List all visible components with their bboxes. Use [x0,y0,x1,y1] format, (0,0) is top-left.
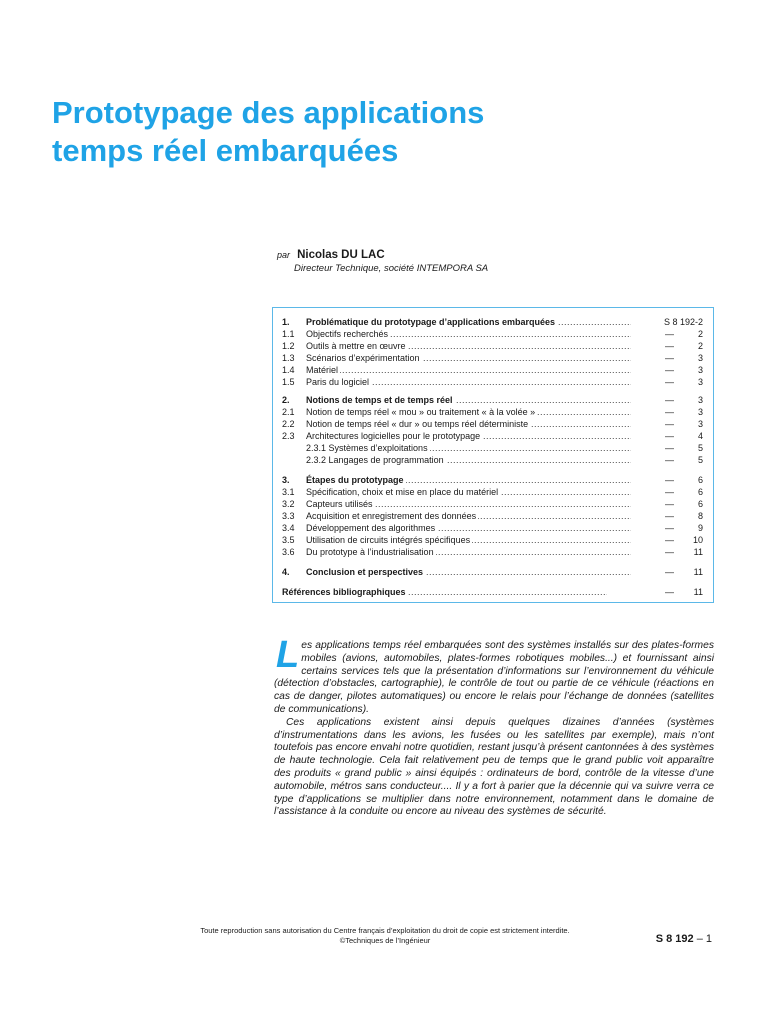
toc-entry-dash: — [665,535,674,545]
toc-entry-page: 5 [697,455,703,465]
toc-entry[interactable] [273,352,713,364]
toc-entry-label: Notions de temps et de temps réel [306,395,453,405]
toc-entry[interactable] [273,522,713,534]
toc-entry-label: Architectures logicielles pour le prototypage [306,431,481,441]
toc-entry-number: 4. [282,567,290,577]
toc-entry-page: 6 [697,487,703,497]
author-prefix: par [277,250,291,260]
toc-entry-page: 5 [697,443,703,453]
toc-entry-label: Problématique du prototypage d’applications embarquées [306,317,556,327]
toc-entry-dash: — [665,353,674,363]
toc-entry-number: 3.1 [282,487,295,497]
toc-entry[interactable] [273,586,713,598]
intro-paragraph-2: Ces applications existent ainsi depuis quelques dizaines d’années (systèmes d’instrumentations dans les avions, les fusées ou les satellites par exemple), mais n’ont toutefois pas encore envahi notre quotidien, restant jusqu’à présent cantonnées à des systèmes de haute technologie. Cela fait relativement peu de temps que le grand public voit apparaître des produits « grand public » ainsi équipés : ordinateurs de bord, contrôle de la vitesse d’une automobile, métros sans conducteur.... Il y a fort à parier que la décennie qui va suivre verra ce type d’applications se multiplier dans notre environnement, notamment dans le domaine de l’assistance à la conduite ou encore au niveau des systèmes de sécurité. [274,716,714,818]
toc-entry-label: Du prototype à l’industrialisation [306,547,434,557]
toc-entry[interactable] [273,316,713,328]
toc-entry-number: 3.3 [282,511,295,521]
toc-entry[interactable] [273,498,713,510]
toc-entry[interactable] [273,454,713,466]
toc-entry[interactable] [273,486,713,498]
toc-entry-number: 2.2 [282,419,295,429]
toc-entry-number: 1. [282,317,290,327]
toc-entry[interactable] [273,394,713,406]
toc-entry-label: Notion de temps réel « dur » ou temps réel déterministe [306,419,529,429]
toc-entry-label: Capteurs utilisés [306,499,373,509]
drop-cap: L [276,634,300,676]
toc-entry-label: Scénarios d’expérimentation [306,353,420,363]
toc-entry-label: Notion de temps réel « mou » ou traitement « à la volée » [306,407,536,417]
toc-entry[interactable] [273,328,713,340]
toc-entry-page: 9 [697,523,703,533]
page-reference [656,933,712,945]
toc-entry-number: 2. [282,395,290,405]
toc-entry[interactable] [273,474,713,486]
toc-entry-dash: — [665,443,674,453]
toc-entry[interactable] [273,442,713,454]
toc-entry-number: 1.2 [282,341,295,351]
toc-entry-number: 1.1 [282,329,295,339]
toc-entry-number: 1.5 [282,377,295,387]
toc-entry-page: 11 [693,547,703,557]
copyright-line-1: Toute reproduction sans autorisation du Centre français d’exploitation du droit de copie est strictement interdite. [200,926,570,935]
toc-entry-dash: — [665,587,674,597]
toc-entry-dash: — [665,475,674,485]
toc-entry[interactable] [273,534,713,546]
toc-entry-page: 6 [697,475,703,485]
page-number: – 1 [693,933,712,945]
toc-entry-label: Références bibliographiques [282,587,406,597]
author-line [277,249,385,261]
toc-entry-label: Utilisation de circuits intégrés spécifiques [306,535,471,545]
toc-entry-dash: — [665,341,674,351]
author-affiliation: Directeur Technique, société INTEMPORA SA [294,263,489,274]
toc-entry-dash: — [665,395,674,405]
toc-entry-page: 3 [697,353,703,363]
toc-entry-page: 4 [697,431,703,441]
toc-entry-page: 3 [697,395,703,405]
toc-entry-dash: — [665,431,674,441]
toc-entry[interactable] [273,430,713,442]
toc-entry-number: 1.4 [282,365,295,375]
toc-entry-dash: — [665,547,674,557]
toc-entry-label: Développement des algorithmes [306,523,436,533]
toc-entry[interactable] [273,510,713,522]
toc-entry-label: Outils à mettre en œuvre [306,341,406,351]
toc-entry-label: Objectifs recherchés [306,329,389,339]
toc-entry-label: Paris du logiciel [306,377,370,387]
toc-entry[interactable] [273,566,713,578]
toc-entry[interactable] [273,364,713,376]
toc-entry-page: 8 [697,511,703,521]
toc-entry-dash: — [665,329,674,339]
toc-entry-number: 3.4 [282,523,295,533]
toc-entry-dash: — [665,567,674,577]
toc-entry-dash: — [665,487,674,497]
intro-text [274,634,714,819]
toc-entry-label: Acquisition et enregistrement des données [306,511,477,521]
toc-entry-label: 2.3.1 Systèmes d’exploitations [306,443,428,453]
copyright-line-2: ©Techniques de l’Ingénieur [339,936,431,945]
author-name: Nicolas DU LAC [297,249,385,261]
toc-entry-page: 3 [697,407,703,417]
toc-entry-label: Matériel [306,365,339,375]
intro-paragraph-1: es applications temps réel embarquées sont des systèmes installés sur des plates-formes mobiles (avions, automobiles, plates-formes robotiques mobiles...) et fournissant ainsi certains services tels que la présentation d’informations sur l’environnement du véhicule (détection d’obstacles, cartographie), le contrôle de tout ou partie de ce véhicule (réactions en cas de danger, pilotes automatiques) ou encore le relais pour l’échange de données (satellites de communications). [274,640,714,715]
toc-entry[interactable] [273,406,713,418]
toc-entry-page: 6 [697,499,703,509]
toc-entry-number: 3.2 [282,499,295,509]
toc-entry-dash: — [665,365,674,375]
toc-entry-page: 10 [692,535,703,545]
copyright-notice [80,926,690,946]
toc-entry-page: S 8 192-2 [663,317,703,327]
toc-entry-number: 2.3 [282,431,295,441]
toc-entry-dash: — [665,523,674,533]
toc-entry[interactable] [273,546,713,558]
toc-entry-dash: — [665,377,674,387]
toc-entry-dash: — [665,511,674,521]
toc-entry[interactable] [273,340,713,352]
toc-entry-label: Étapes du prototypage [306,475,404,485]
toc-entry[interactable] [273,418,713,430]
toc-entry-label: Spécification, choix et mise en place du matériel [306,487,499,497]
toc-entry-label: 2.3.2 Langages de programmation [306,455,444,465]
toc-entry-page: 3 [697,377,703,387]
toc-entry-page: 11 [693,587,703,597]
toc-entry-number: 3. [282,475,290,485]
title-line-1: Prototypage des applications [52,95,485,130]
toc-entry-number: 2.1 [282,407,295,417]
title-line-2: temps réel embarquées [52,133,399,168]
table-of-contents [272,307,714,603]
toc-entry-page: 2 [697,341,703,351]
toc-entry-page: 3 [697,419,703,429]
document-title [52,94,732,170]
toc-entry-page: 3 [697,365,703,375]
toc-entry-dash: — [665,499,674,509]
toc-entry-number: 3.5 [282,535,295,545]
toc-entry-number: 1.3 [282,353,295,363]
toc-entry-number: 3.6 [282,547,295,557]
toc-entry-dash: — [665,455,674,465]
reference-code: S 8 192 [655,933,694,945]
toc-entry-page: 2 [697,329,703,339]
toc-entry-dash: — [665,419,674,429]
toc-entry-page: 11 [693,567,703,577]
toc-entry-label: Conclusion et perspectives [306,567,424,577]
toc-entry-dash: — [665,407,674,417]
toc-entry[interactable] [273,376,713,388]
